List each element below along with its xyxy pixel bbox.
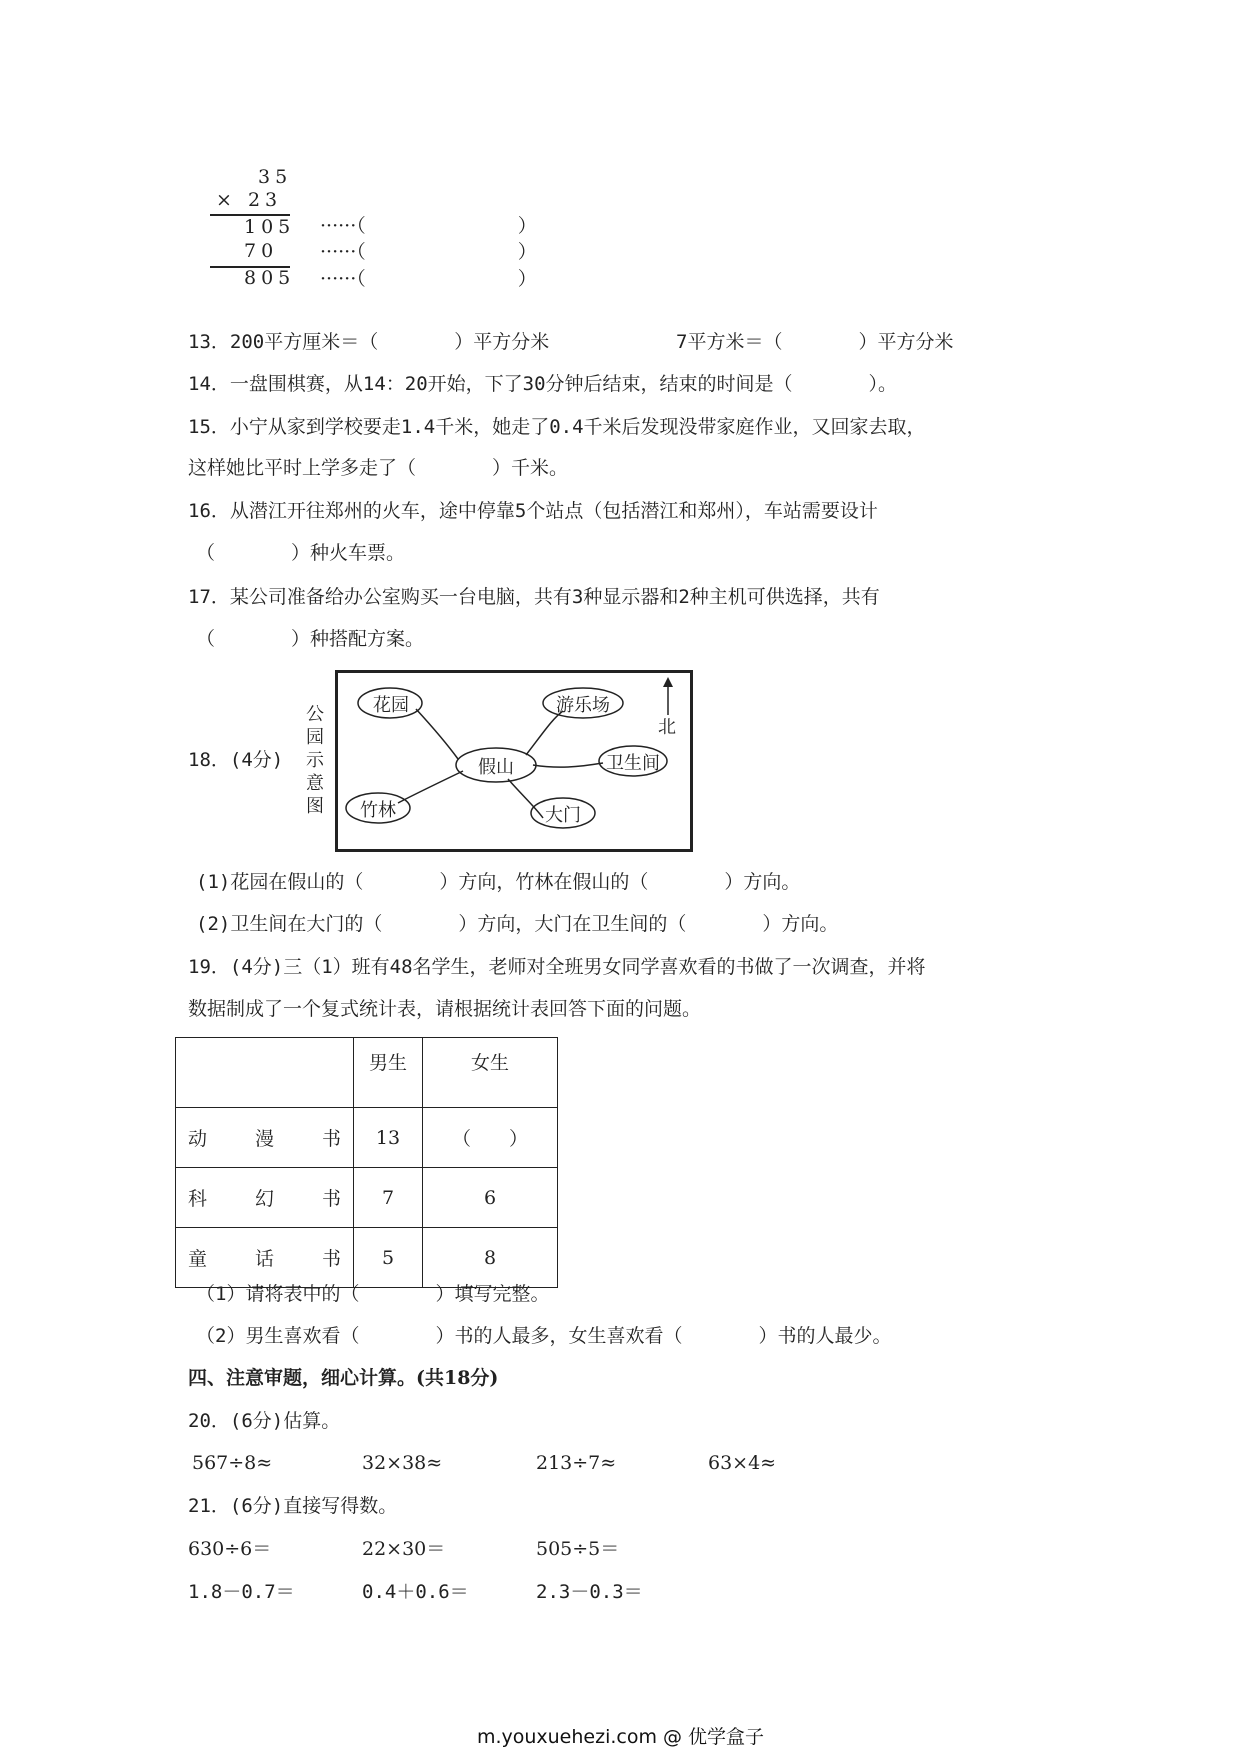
question-21: 21．(6分)直接写得数。 xyxy=(188,1495,398,1517)
question-19-part2: （2）男生喜欢看（ ）书的人最多，女生喜欢看（ ）书的人最少。 xyxy=(196,1325,892,1347)
annotation-blank: ······（ ） xyxy=(320,241,537,263)
estimate-item: 63×4≈ xyxy=(708,1452,777,1474)
map-title-char: 意 xyxy=(306,773,324,794)
question-20: 20．(6分)估算。 xyxy=(188,1410,341,1432)
map-title-char: 示 xyxy=(306,750,324,771)
table-header-empty xyxy=(176,1038,354,1108)
table-row xyxy=(176,1168,558,1228)
multiplier: × 23 xyxy=(216,189,283,211)
survey-table xyxy=(175,1037,558,1288)
estimate-item: 213÷7≈ xyxy=(536,1452,617,1474)
question-17-line1: 17．某公司准备给办公室购买一台电脑，共有3种显示器和2种主机可供选择，共有 xyxy=(188,586,880,608)
cell-boys-fairytale: 5 xyxy=(354,1228,423,1288)
label-north: 北 xyxy=(658,717,676,738)
direct-item: 0.4＋0.6＝ xyxy=(362,1581,469,1603)
table-header-row xyxy=(176,1038,558,1108)
question-19-line2: 数据制成了一个复式统计表，请根据统计表回答下面的问题。 xyxy=(188,998,702,1020)
question-16-line2: （ ）种火车票。 xyxy=(196,542,406,564)
connector-gate xyxy=(508,779,543,818)
row-label-fairytale: 童 话 书 xyxy=(176,1228,354,1288)
cell-girls-scifi: 6 xyxy=(423,1168,558,1228)
multiplicand: 35 xyxy=(258,166,293,188)
label-rockery: 假山 xyxy=(478,757,514,778)
estimate-item: 567÷8≈ xyxy=(192,1452,273,1474)
label-garden: 花园 xyxy=(373,695,409,716)
question-19-part1: （1）请将表中的（ ）填写完整。 xyxy=(196,1283,550,1305)
label-playground: 游乐场 xyxy=(556,695,610,716)
partial-product-2: 70 xyxy=(244,240,279,262)
cell-boys-scifi: 7 xyxy=(354,1168,423,1228)
question-19-line1: 19．(4分)三（1）班有48名学生，老师对全班男女同学喜欢看的书做了一次调查，并将 xyxy=(188,956,926,978)
question-17-line2: （ ）种搭配方案。 xyxy=(196,628,425,650)
question-14: 14．一盘围棋赛，从14：20开始，下了30分钟后结束，结束的时间是（ ）。 xyxy=(188,373,898,395)
section-4-title: 四、注意审题，细心计算。(共18分) xyxy=(188,1367,499,1389)
north-arrow-head xyxy=(663,677,673,687)
label-gate: 大门 xyxy=(545,805,581,826)
table-header-boys: 男生 xyxy=(354,1038,423,1108)
question-16-line1: 16．从潜江开往郑州的火车，途中停靠5个站点（包括潜江和郑州），车站需要设计 xyxy=(188,500,878,522)
row-label-scifi: 科 幻 书 xyxy=(176,1168,354,1228)
connector-garden xyxy=(416,709,458,759)
estimate-item: 32×38≈ xyxy=(362,1452,443,1474)
direct-item: 1.8－0.7＝ xyxy=(188,1581,295,1603)
partial-product-1: 105 xyxy=(244,216,296,238)
table-header-girls: 女生 xyxy=(423,1038,558,1108)
question-13a: 13．200平方厘米＝（ ）平方分米 xyxy=(188,331,550,353)
park-map xyxy=(335,670,693,852)
question-15-line1: 15．小宁从家到学校要走1.4千米，她走了0.4千米后发现没带家庭作业，又回家去取， xyxy=(188,416,926,438)
question-18-part1: (1)花园在假山的（ ）方向，竹林在假山的（ ）方向。 xyxy=(196,871,801,893)
question-18-part2: (2)卫生间在大门的（ ）方向，大门在卫生间的（ ）方向。 xyxy=(196,913,839,935)
label-bamboo: 竹林 xyxy=(360,800,396,821)
connector-playground xyxy=(526,711,563,755)
footer-watermark: m.youxuehezi.com @ 优学盒子 xyxy=(476,1726,765,1748)
direct-item: 22×30＝ xyxy=(362,1538,446,1560)
table-row xyxy=(176,1228,558,1288)
map-title-char: 图 xyxy=(306,796,324,817)
map-title-char: 园 xyxy=(306,727,324,748)
direct-item: 505÷5＝ xyxy=(536,1538,620,1560)
cell-girls-fairytale: 8 xyxy=(423,1228,558,1288)
direct-item: 2.3－0.3＝ xyxy=(536,1581,643,1603)
cell-girls-comics-blank: （ ） xyxy=(423,1108,558,1168)
question-18: 18．(4分) xyxy=(188,749,284,771)
direct-item: 630÷6＝ xyxy=(188,1538,272,1560)
map-title-char: 公 xyxy=(306,704,324,725)
label-toilet: 卫生间 xyxy=(606,753,660,774)
connector-toilet xyxy=(533,763,603,767)
connector-bamboo xyxy=(398,771,463,803)
annotation-blank: ······（ ） xyxy=(320,268,537,290)
question-15-line2: 这样她比平时上学多走了（ ）千米。 xyxy=(188,457,569,479)
product: 805 xyxy=(244,267,296,289)
table-row xyxy=(176,1108,558,1168)
question-13b: 7平方米＝（ ）平方分米 xyxy=(676,331,954,353)
row-label-comics: 动 漫 书 xyxy=(176,1108,354,1168)
cell-boys-comics: 13 xyxy=(354,1108,423,1168)
annotation-blank: ······（ ） xyxy=(320,215,537,237)
